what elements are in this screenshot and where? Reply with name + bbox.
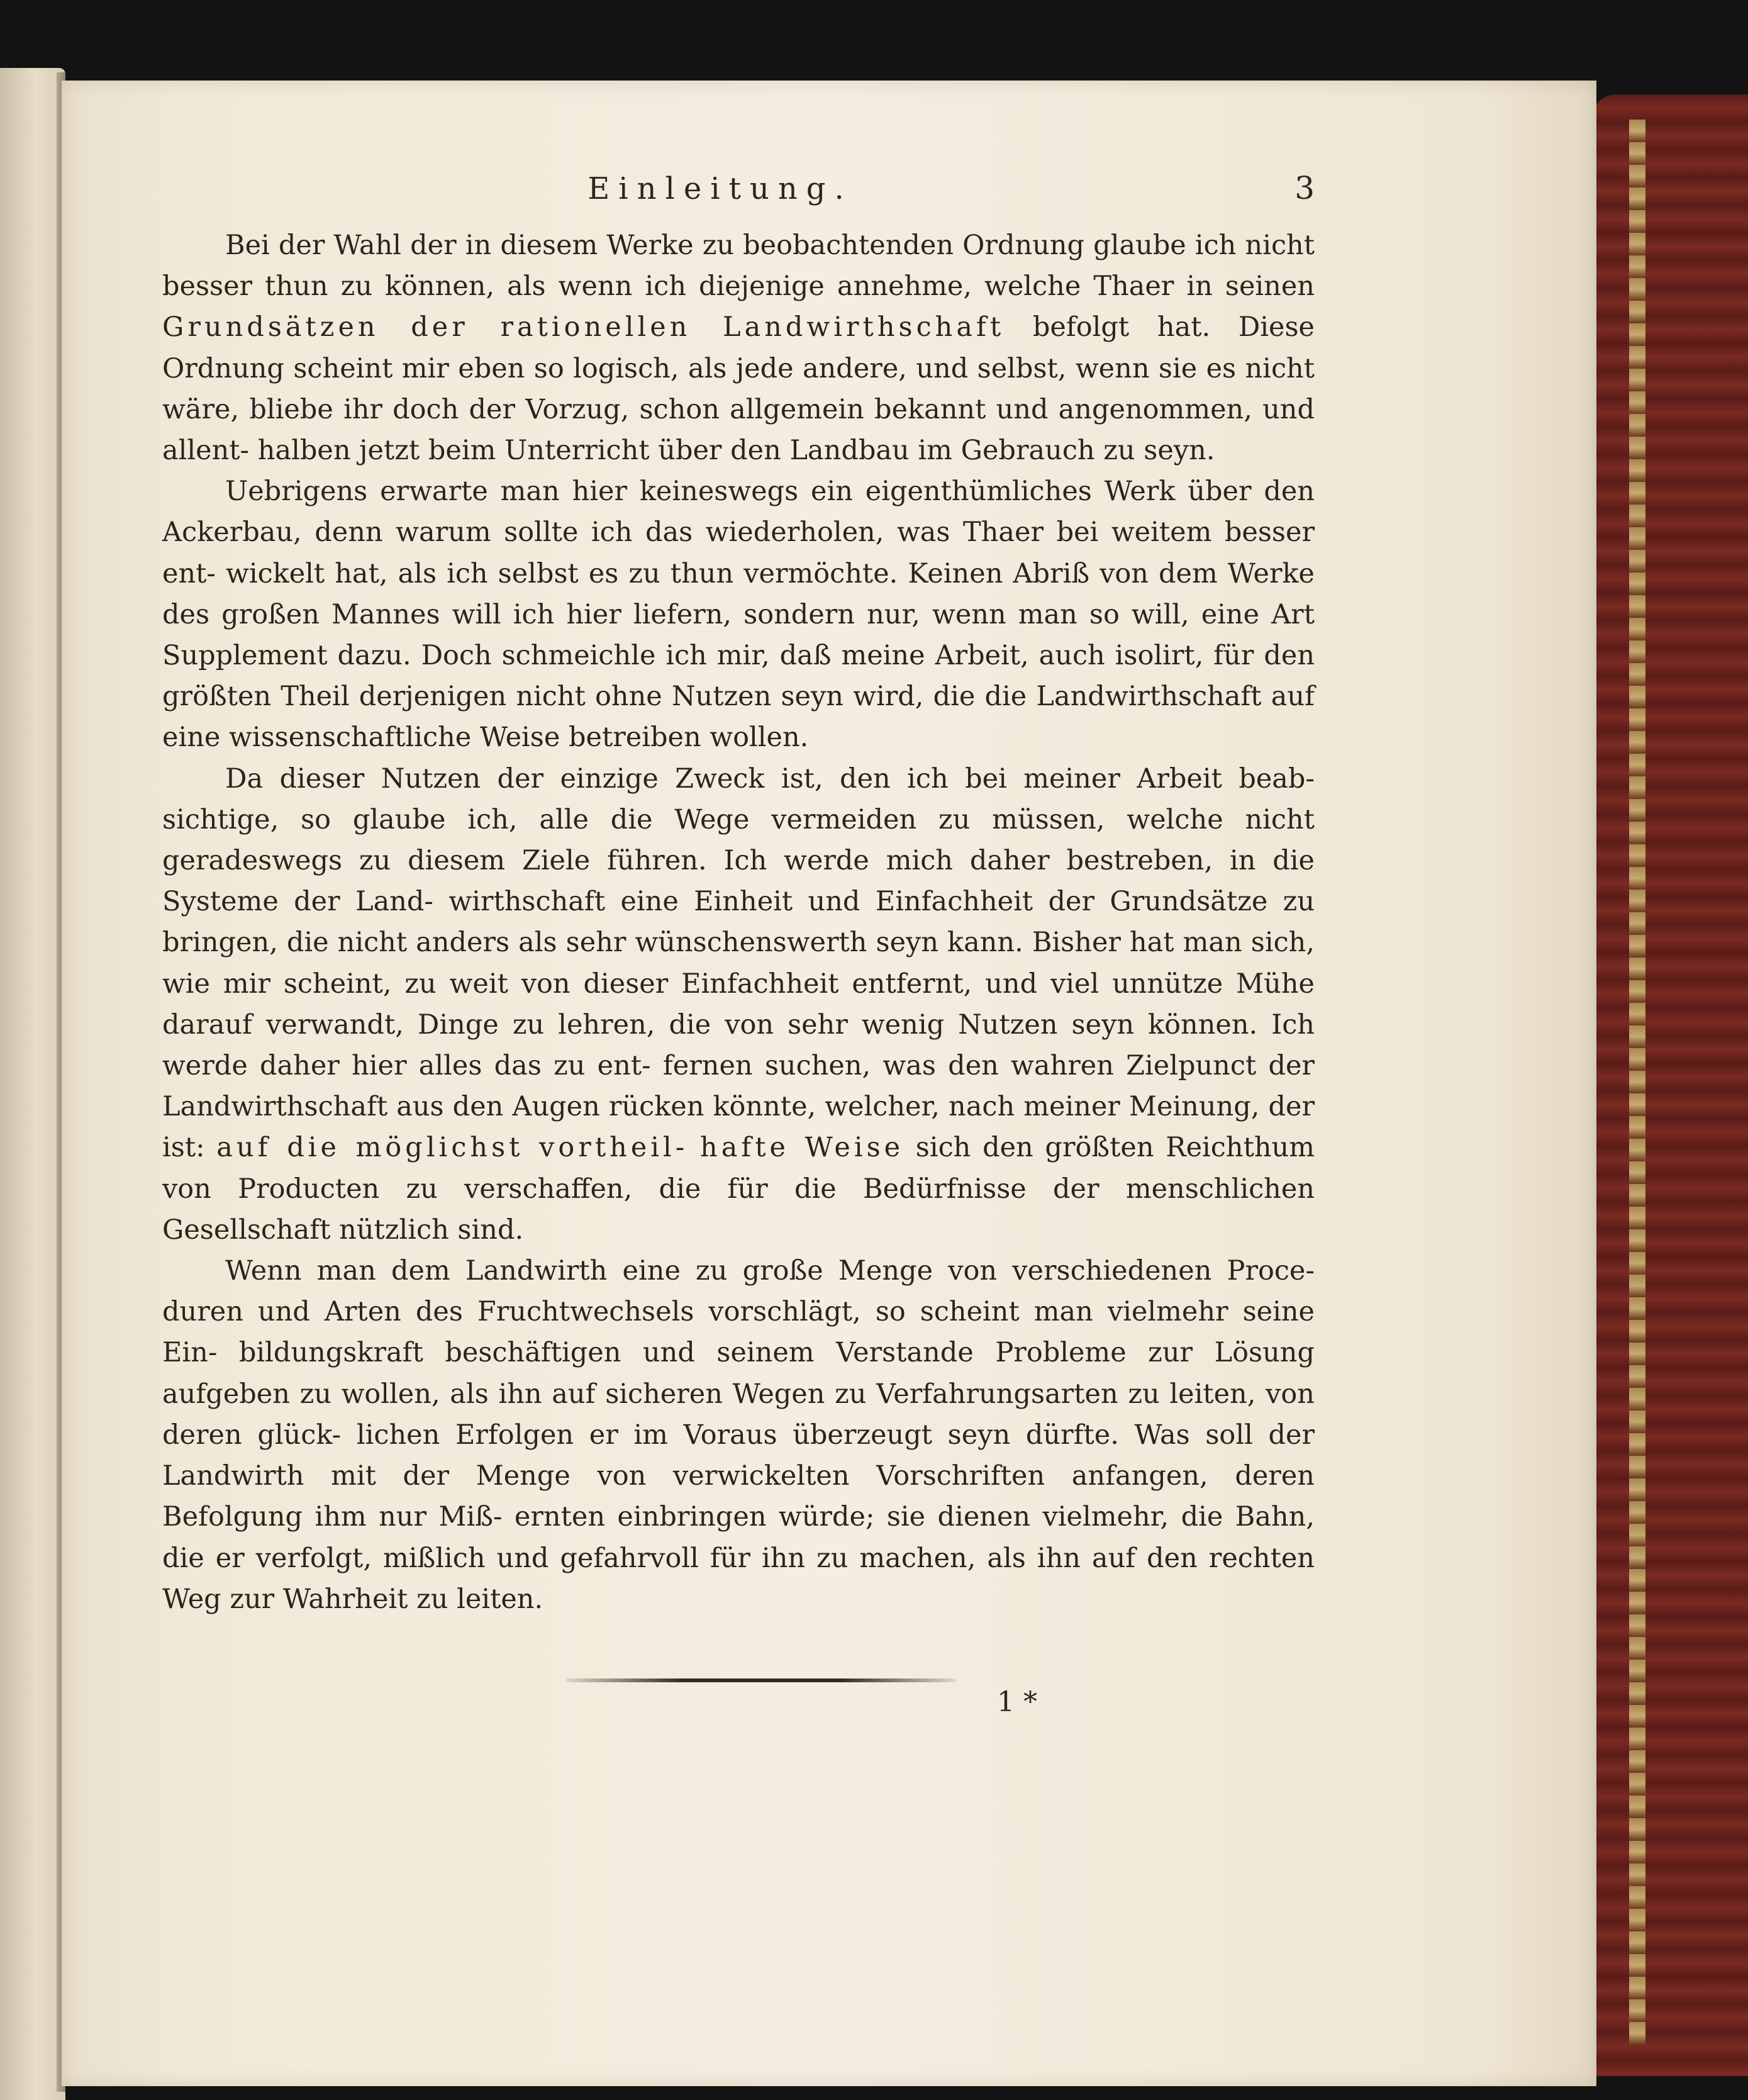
text-line: Bei der Wahl der in diesem Werke zu beobachtenden Ordnung glaube ich [225,230,1237,261]
text-line: scheint mir eben so logisch, als jede andere, und selbst, wenn sie es nicht wäre, [162,352,1315,425]
text-line: bildungskraft beschäftigen und seinem Verstande Probleme zur Lösung aufgeben zu [162,1337,1315,1410]
text-line: Ackerbau, denn warum sollte ich das wiederholen, was Thaer bei weitem besser ent- [162,517,1315,589]
text-line: Wenn man dem Landwirth eine zu große Menge von verschiedenen Proce- [225,1255,1315,1287]
emphasized-text: hafte Weise [700,1132,905,1164]
text-line: Da dieser Nutzen der einzige Zweck ist, den ich bei meiner Arbeit beab- [225,762,1315,795]
text-line: großen Mannes will ich hier liefern, sondern nur, wenn man so will, eine Art [221,598,1315,630]
signature-mark: 1 * [997,1686,1037,1718]
text-line: könnte, welcher, nach meiner Meinung, der ist: [162,1091,1315,1164]
text-line: Supplement dazu. Doch schmeichle ich mir, daß meine Arbeit, auch isolirt, für [162,640,1254,672]
text-line: sichtige, so glaube ich, alle die Wege vermeiden zu müssen, welche nicht geradeswegs [162,803,1315,877]
text-line: sich den größten Reichthum von Producten zu verschaffen, die für [162,1132,1315,1205]
text-line: wickelt hat, als ich selbst es zu thun vermöchte. Keinen Abriß von dem Werke des [162,557,1315,630]
text-line: fernen suchen, was den wahren Zielpunct der Landwirthschaft aus den Augen rücken [162,1050,1315,1123]
facing-page-edge [0,68,65,2100]
text-line: bliebe ihr doch der Vorzug, schon allgemein bekannt und angenommen, und allent- [162,393,1315,467]
book-cover-ornament [1629,120,1645,2045]
text-line: zu diesem Ziele führen. Ich werde mich daher bestreben, in die Systeme der Land- [162,845,1315,918]
text-line: auf eine wissenschaftliche Weise betreiben wollen. [162,681,1315,754]
text-line: und gefahrvoll für ihn zu machen, als ihn auf den rechten Weg zur Wahrheit [162,1542,1315,1615]
emphasized-text: auf die möglichst vortheil- [216,1132,689,1164]
text-line: als sehr wünschenswerth seyn kann. Bisher hat man sich, wie mir scheint, zu weit [162,927,1315,1000]
text-line: nicht besser thun zu können, als wenn ich diejenige annehme, welche Thaer in seinen [162,230,1315,303]
body-text [162,225,1315,1620]
text-line: duren und Arten des Fruchtwechsels vorschlägt, so scheint man vielmehr seine Ein- [162,1296,1315,1369]
text-line: Uebrigens erwarte man hier keineswegs ein eigenthümliches Werk über den [225,476,1315,508]
closing-rule [566,1678,956,1682]
running-head [126,165,1315,215]
page-number: 3 [1294,170,1315,206]
text-line: ernten einbringen würde; sie dienen vielmehr, die Bahn, die er verfolgt, mißlich [162,1501,1315,1574]
text-line: wollen, als ihn auf sicheren Wegen zu Verfahrungsarten zu leiten, von deren glück- [162,1378,1315,1451]
text-line: befolgt hat. Diese Ordnung [162,311,1315,384]
text-line: lichen Erfolgen er im Voraus überzeugt seyn dürfte. Was soll der Landwirth mit [162,1419,1315,1492]
emphasized-text: Grundsätzen der rationellen Landwirthschaft [162,311,1005,343]
text-line: zu leiten. [416,1583,543,1615]
running-title: Einleitung. [587,171,853,206]
paragraph [162,1251,1315,1620]
text-line: den größten Theil derjenigen nicht ohne Nutzen seyn wird, die die Landwirthschaft [162,640,1315,713]
text-line: lehren, die von sehr wenig Nutzen seyn können. Ich werde daher hier alles das zu ent- [162,1008,1315,1082]
text-line: halben jetzt beim Unterricht über den Landbau im Gebrauch zu seyn. [257,435,1215,467]
text-line: wirthschaft eine Einheit und Einfachheit der Grundsätze zu bringen, die nicht anders [162,886,1315,959]
paragraph [162,759,1315,1251]
text-line: der Menge von verwickelten Vorschriften anfangen, deren Befolgung ihm nur Miß- [162,1460,1315,1533]
book-cover-edge [1591,94,1748,2076]
text-line: von dieser Einfachheit entfernt, und viel unnütze Mühe darauf verwandt, Dinge zu [162,968,1315,1041]
paragraph [162,471,1315,758]
text-line: die Bedürfnisse der menschlichen Gesellschaft nützlich sind. [162,1173,1315,1246]
paragraph [162,225,1315,471]
